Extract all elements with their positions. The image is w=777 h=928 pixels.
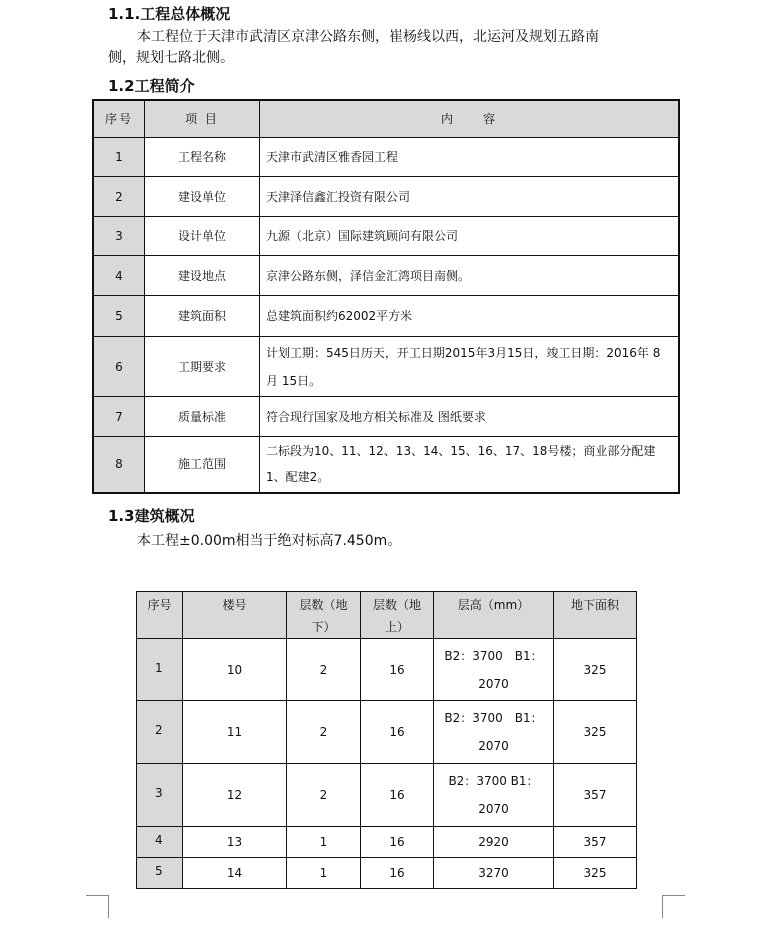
table-row	[137, 639, 637, 701]
section-3-heading: 1.3建筑概况	[108, 507, 195, 525]
row-basement-area: 325	[554, 639, 637, 701]
header-basement-area: 地下面积	[554, 592, 637, 639]
row-content: 天津泽信鑫汇投资有限公司	[260, 177, 680, 217]
row-num: 1	[137, 639, 183, 701]
row-basement-area: 357	[554, 827, 637, 858]
row-content: 京津公路东侧，泽信金汇湾项目南侧。	[260, 256, 680, 296]
row-content: 二标段为10、11、12、13、14、15、16、17、18号楼；商业部分配建1、配建2。	[260, 437, 680, 493]
row-basement-area: 325	[554, 858, 637, 889]
page-corner-mark-left	[86, 895, 109, 918]
row-floor-height: B2：3700 B1：2070	[434, 639, 554, 701]
row-floors-above: 16	[361, 701, 434, 764]
row-num: 8	[93, 437, 145, 493]
section-1-heading: 1.1.工程总体概况	[108, 5, 231, 23]
row-num: 4	[93, 256, 145, 296]
row-item: 工期要求	[145, 337, 260, 397]
section-3-line-1: 本工程±0.00m相当于绝对标高7.450m。	[137, 533, 402, 549]
section-1-line-1: 本工程位于天津市武清区京津公路东侧，崔杨线以西，北运河及规划五路南	[137, 29, 599, 45]
row-content: 九源（北京）国际建筑顾问有限公司	[260, 217, 680, 256]
row-basement-area: 357	[554, 764, 637, 827]
header-num: 序号	[93, 100, 145, 138]
row-num: 3	[93, 217, 145, 256]
row-num: 4	[137, 827, 183, 858]
row-num: 7	[93, 397, 145, 437]
project-overview-table	[92, 99, 680, 494]
row-floors-below: 1	[287, 858, 361, 889]
header-building: 楼号	[183, 592, 287, 639]
table-row	[93, 437, 679, 493]
row-item: 工程名称	[145, 138, 260, 177]
table-row	[137, 858, 637, 889]
row-floor-height: 3270	[434, 858, 554, 889]
row-building: 14	[183, 858, 287, 889]
table-header-row	[93, 100, 679, 138]
row-num: 5	[93, 296, 145, 337]
section-2-heading: 1.2工程简介	[108, 77, 195, 95]
header-content: 内 容	[260, 100, 680, 138]
row-building: 11	[183, 701, 287, 764]
row-floors-above: 16	[361, 764, 434, 827]
row-floor-height: 2920	[434, 827, 554, 858]
row-item: 建设地点	[145, 256, 260, 296]
row-item: 建设单位	[145, 177, 260, 217]
header-floors-below: 层数（地下）	[287, 592, 361, 639]
row-building: 10	[183, 639, 287, 701]
table-row	[93, 337, 679, 397]
header-item: 项 目	[145, 100, 260, 138]
row-basement-area: 325	[554, 701, 637, 764]
row-content: 符合现行国家及地方相关标准及 图纸要求	[260, 397, 680, 437]
row-num: 3	[137, 764, 183, 827]
row-building: 12	[183, 764, 287, 827]
table-row	[137, 827, 637, 858]
row-floors-above: 16	[361, 827, 434, 858]
row-floors-below: 2	[287, 639, 361, 701]
row-building: 13	[183, 827, 287, 858]
table-row	[93, 397, 679, 437]
row-item: 建筑面积	[145, 296, 260, 337]
row-floors-below: 2	[287, 701, 361, 764]
row-content: 天津市武清区雅香园工程	[260, 138, 680, 177]
table-row	[137, 701, 637, 764]
row-num: 2	[93, 177, 145, 217]
table-row	[93, 296, 679, 337]
row-floor-height: B2：3700 B1：2070	[434, 764, 554, 827]
row-floor-height: B2：3700 B1：2070	[434, 701, 554, 764]
row-num: 1	[93, 138, 145, 177]
header-floor-height: 层高（mm）	[434, 592, 554, 639]
row-item: 设计单位	[145, 217, 260, 256]
row-content: 计划工期：545日历天，开工日期2015年3月15日，竣工日期：2016年 8月 15日。	[260, 337, 680, 397]
page-corner-mark-right	[662, 895, 685, 918]
header-floors-above: 层数（地上）	[361, 592, 434, 639]
table-row	[93, 256, 679, 296]
section-1-line-2: 侧，规划七路北侧。	[108, 50, 234, 66]
row-floors-below: 1	[287, 827, 361, 858]
row-floors-above: 16	[361, 639, 434, 701]
building-summary-table	[136, 591, 637, 889]
row-num: 2	[137, 701, 183, 764]
row-floors-above: 16	[361, 858, 434, 889]
header-num: 序号	[137, 592, 183, 639]
table-row	[93, 138, 679, 177]
table-row	[93, 217, 679, 256]
table-row	[137, 764, 637, 827]
row-num: 6	[93, 337, 145, 397]
row-item: 质量标准	[145, 397, 260, 437]
row-num: 5	[137, 858, 183, 889]
row-item: 施工范围	[145, 437, 260, 493]
row-floors-below: 2	[287, 764, 361, 827]
table-header-row	[137, 592, 637, 639]
table-row	[93, 177, 679, 217]
row-content: 总建筑面积约62002平方米	[260, 296, 680, 337]
